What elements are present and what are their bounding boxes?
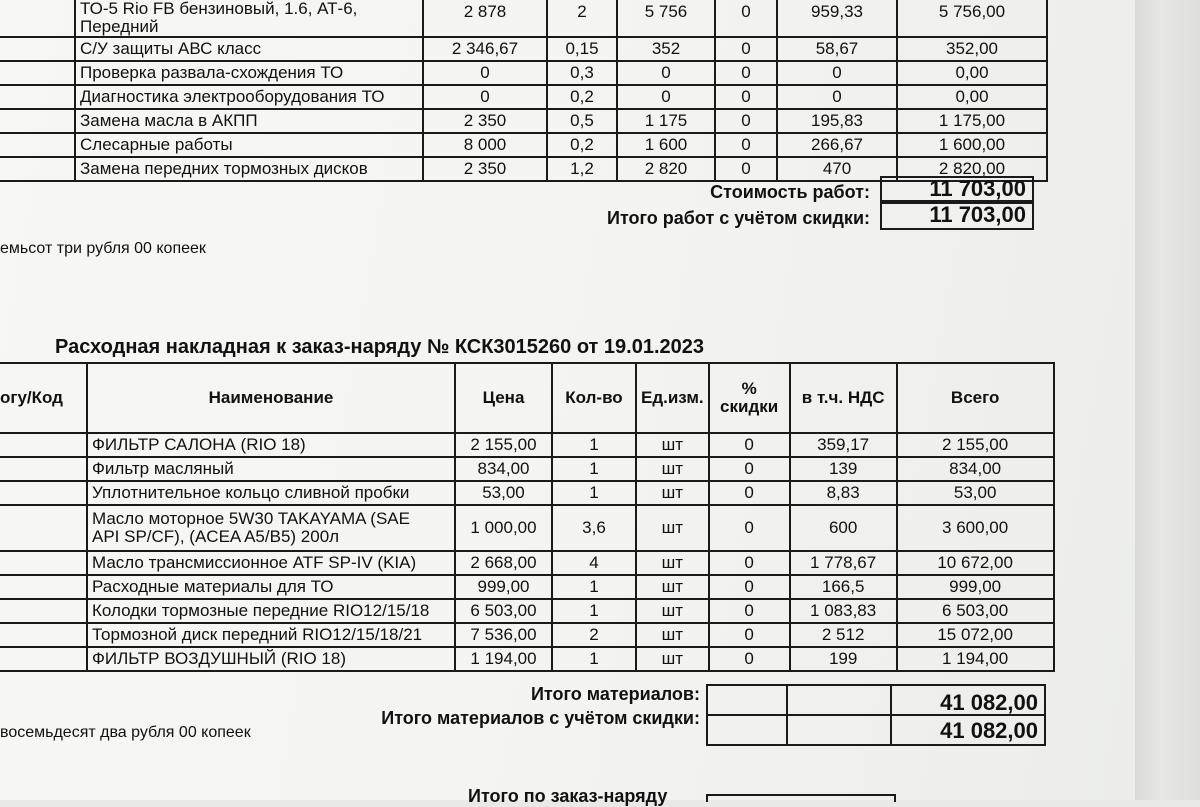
price-cell: 2 878 — [423, 0, 547, 37]
table-row — [0, 457, 1054, 481]
price-cell: 1 000,00 — [455, 505, 552, 551]
vat-cell: 195,83 — [777, 109, 897, 133]
table-header-row — [0, 363, 1054, 433]
vat-cell: 959,33 — [777, 0, 897, 37]
discount-cell: 0 — [709, 551, 790, 575]
column-header-price: Цена — [455, 363, 552, 433]
total-cell: 352,00 — [897, 37, 1047, 61]
sum-cell: 0 — [617, 61, 715, 85]
column-header-total: Всего — [897, 363, 1054, 433]
discount-cell: 0 — [715, 37, 777, 61]
discount-cell: 0 — [709, 481, 790, 505]
qty-cell: 0,5 — [547, 109, 617, 133]
total-cell: 1 175,00 — [897, 109, 1047, 133]
table-row — [0, 647, 1054, 671]
table-row — [0, 61, 1047, 85]
sum-cell: 352 — [617, 37, 715, 61]
unit-cell: шт — [636, 647, 709, 671]
works-cost-value: 11 703,00 — [880, 176, 1034, 202]
item-name-cell — [87, 505, 455, 551]
item-name-cell: ФИЛЬТР ВОЗДУШНЫЙ (RIO 18) — [87, 647, 455, 671]
qty-cell: 0,15 — [547, 37, 617, 61]
header-line: скидки — [720, 397, 779, 416]
qty-cell: 1 — [552, 575, 636, 599]
price-cell: 2 668,00 — [455, 551, 552, 575]
total-cell: 2 155,00 — [897, 433, 1054, 457]
item-name-cell: Уплотнительное кольцо сливной пробки — [87, 481, 455, 505]
totals-empty-cell — [786, 714, 892, 746]
unit-cell: шт — [636, 599, 709, 623]
order-total-label: Итого по заказ-наряду — [468, 786, 668, 806]
unit-cell: шт — [636, 505, 709, 551]
work-name-cell: Замена масла в АКПП — [75, 109, 423, 133]
materials-discount-value: 41 082,00 — [890, 714, 1046, 746]
total-cell: 999,00 — [897, 575, 1054, 599]
vat-cell: 1 083,83 — [790, 599, 897, 623]
item-name: API SP/CF), (ACEA A5/B5) 200л — [92, 527, 340, 546]
qty-cell: 2 — [547, 0, 617, 37]
work-name-cell: Замена передних тормозных дисков — [75, 157, 423, 181]
vat-cell: 470 — [777, 157, 897, 181]
discount-cell: 0 — [715, 157, 777, 181]
price-cell: 1 194,00 — [455, 647, 552, 671]
item-name-cell: Расходные материалы для ТО — [87, 575, 455, 599]
column-header-code: огу/Код — [0, 363, 87, 433]
table-row — [0, 481, 1054, 505]
discount-cell: 0 — [715, 133, 777, 157]
table-row — [0, 433, 1054, 457]
total-cell: 15 072,00 — [897, 623, 1054, 647]
total-cell: 6 503,00 — [897, 599, 1054, 623]
work-name-cell: Проверка развала-схождения ТО — [75, 61, 423, 85]
column-header-discount — [709, 363, 790, 433]
price-cell: 2 346,67 — [423, 37, 547, 61]
sum-cell: 1 600 — [617, 133, 715, 157]
work-name-cell: С/У защиты АВС класс — [75, 37, 423, 61]
unit-cell: шт — [636, 551, 709, 575]
table-row — [0, 551, 1054, 575]
column-header-unit: Ед.изм. — [636, 363, 709, 433]
work-name-cell: Слесарные работы — [75, 133, 423, 157]
sum-cell: 2 820 — [617, 157, 715, 181]
price-cell: 2 155,00 — [455, 433, 552, 457]
price-cell: 8 000 — [423, 133, 547, 157]
materials-amount-in-words: восемьдесят два рубля 00 копеек — [0, 724, 251, 741]
sum-cell: 1 175 — [617, 109, 715, 133]
discount-cell: 0 — [709, 433, 790, 457]
vat-cell: 166,5 — [790, 575, 897, 599]
total-cell: 5 756,00 — [897, 0, 1047, 37]
total-cell: 1 600,00 — [897, 133, 1047, 157]
qty-cell: 1 — [552, 481, 636, 505]
works-amount-in-words: емьсот три рубля 00 копеек — [0, 240, 206, 257]
price-cell: 6 503,00 — [455, 599, 552, 623]
code-cell — [0, 0, 75, 37]
table-row — [0, 575, 1054, 599]
price-cell: 2 350 — [423, 109, 547, 133]
totals-empty-cell — [706, 714, 788, 746]
discount-cell: 0 — [709, 623, 790, 647]
vat-cell: 359,17 — [790, 433, 897, 457]
item-name-cell: Масло трансмиссионное ATF SP-IV (KIA) — [87, 551, 455, 575]
vat-cell: 8,83 — [790, 481, 897, 505]
vat-cell: 1 778,67 — [790, 551, 897, 575]
qty-cell: 1 — [552, 599, 636, 623]
table-row — [0, 0, 1047, 37]
background-surface — [1135, 0, 1200, 800]
totals-empty-cell — [786, 684, 892, 716]
column-header-vat: в т.ч. НДС — [790, 363, 897, 433]
works-discount-label: Итого работ с учётом скидки: — [607, 208, 870, 228]
item-name: Масло моторное 5W30 TAKAYAMA (SAE — [92, 509, 410, 529]
total-cell: 3 600,00 — [897, 505, 1054, 551]
total-cell: 0,00 — [897, 85, 1047, 109]
work-name-cell — [75, 0, 423, 37]
table-row — [0, 109, 1047, 133]
unit-cell: шт — [636, 457, 709, 481]
qty-cell: 1 — [552, 433, 636, 457]
discount-cell: 0 — [709, 647, 790, 671]
discount-cell: 0 — [709, 457, 790, 481]
unit-cell: шт — [636, 623, 709, 647]
total-cell: 2 820,00 — [897, 157, 1047, 181]
materials-discount-label: Итого материалов с учётом скидки: — [381, 708, 700, 728]
discount-cell: 0 — [715, 61, 777, 85]
materials-total-label: Итого материалов: — [530, 684, 700, 704]
table-row — [0, 133, 1047, 157]
total-cell: 53,00 — [897, 481, 1054, 505]
table-row — [0, 623, 1054, 647]
discount-cell: 0 — [715, 85, 777, 109]
column-header-qty: Кол-во — [552, 363, 636, 433]
price-cell: 834,00 — [455, 457, 552, 481]
qty-cell: 1 — [552, 457, 636, 481]
vat-cell: 2 512 — [790, 623, 897, 647]
work-name-cell: Диагностика электрооборудования ТО — [75, 85, 423, 109]
qty-cell: 4 — [552, 551, 636, 575]
discount-cell: 0 — [709, 505, 790, 551]
vat-cell: 58,67 — [777, 37, 897, 61]
footer-cell — [706, 794, 896, 802]
work-name: ТО-5 Rio FB бензиновый, 1.6, АТ-6, — [80, 0, 358, 19]
total-cell: 10 672,00 — [897, 551, 1054, 575]
qty-cell: 0,2 — [547, 85, 617, 109]
table-row — [0, 37, 1047, 61]
table-row — [0, 599, 1054, 623]
vat-cell: 199 — [790, 647, 897, 671]
item-name-cell: Фильтр масляный — [87, 457, 455, 481]
total-cell: 834,00 — [897, 457, 1054, 481]
materials-table — [0, 362, 1055, 672]
qty-cell: 0,2 — [547, 133, 617, 157]
item-name-cell: Тормозной диск передний RIO12/15/18/21 — [87, 623, 455, 647]
price-cell: 0 — [423, 61, 547, 85]
qty-cell: 1 — [552, 647, 636, 671]
total-cell: 0,00 — [897, 61, 1047, 85]
materials-total-value: 41 082,00 — [890, 684, 1046, 716]
unit-cell: шт — [636, 433, 709, 457]
sum-cell: 0 — [617, 85, 715, 109]
works-discount-value: 11 703,00 — [880, 202, 1034, 230]
column-header-name: Наименование — [87, 363, 455, 433]
price-cell: 53,00 — [455, 481, 552, 505]
item-name-cell: ФИЛЬТР САЛОНА (RIO 18) — [87, 433, 455, 457]
header-line: % — [741, 379, 757, 399]
unit-cell: шт — [636, 481, 709, 505]
qty-cell: 2 — [552, 623, 636, 647]
discount-cell: 0 — [715, 109, 777, 133]
discount-cell: 0 — [709, 599, 790, 623]
works-table — [0, 0, 1048, 182]
total-cell: 1 194,00 — [897, 647, 1054, 671]
totals-empty-cell — [706, 684, 788, 716]
vat-cell: 139 — [790, 457, 897, 481]
table-row — [0, 505, 1054, 551]
materials-title: Расходная накладная к заказ-наряду № КСК3015260 от 19.01.2023 — [55, 336, 704, 358]
table-row — [0, 85, 1047, 109]
unit-cell: шт — [636, 575, 709, 599]
qty-cell: 1,2 — [547, 157, 617, 181]
sum-cell: 5 756 — [617, 0, 715, 37]
work-name: Передний — [80, 17, 159, 37]
price-cell: 2 350 — [423, 157, 547, 181]
discount-cell: 0 — [709, 575, 790, 599]
price-cell: 999,00 — [455, 575, 552, 599]
vat-cell: 0 — [777, 61, 897, 85]
item-name-cell: Колодки тормозные передние RIO12/15/18 — [87, 599, 455, 623]
vat-cell: 0 — [777, 85, 897, 109]
qty-cell: 0,3 — [547, 61, 617, 85]
vat-cell: 266,67 — [777, 133, 897, 157]
discount-cell: 0 — [715, 0, 777, 37]
price-cell: 7 536,00 — [455, 623, 552, 647]
works-cost-label: Стоимость работ: — [710, 182, 870, 202]
price-cell: 0 — [423, 85, 547, 109]
qty-cell: 3,6 — [552, 505, 636, 551]
vat-cell: 600 — [790, 505, 897, 551]
